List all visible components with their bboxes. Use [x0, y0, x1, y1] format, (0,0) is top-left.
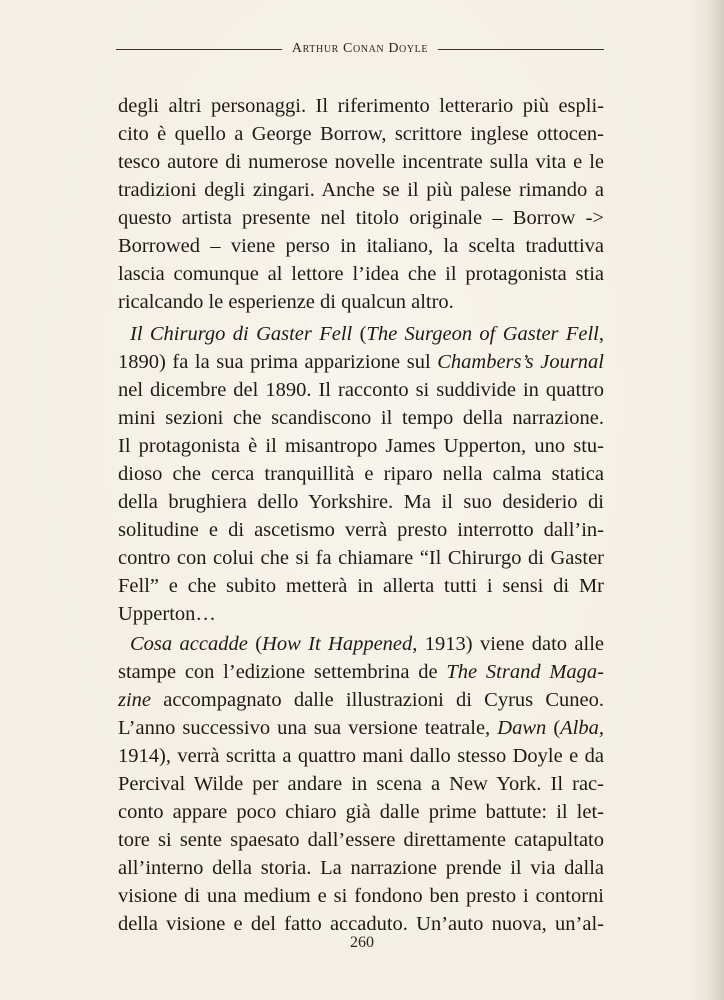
- header-rule-left: [116, 49, 282, 50]
- italic-title: Il Chirurgo di Gaster Fell: [130, 323, 353, 345]
- text-line: della brughiera dello Yorkshire. Ma il suo desiderio di: [118, 491, 604, 513]
- running-header: [116, 38, 604, 60]
- text-line: conto appare poco chiaro già dalle prime battute: il let-: [118, 801, 604, 823]
- text-line: solitudine e di ascetismo verrà presto interrotto dall’in-: [118, 519, 604, 541]
- text-line: all’interno della storia. La narrazione prende il via dalla: [118, 857, 604, 879]
- running-header-title: Arthur Conan Doyle: [291, 41, 429, 56]
- paragraph-3: [118, 630, 604, 938]
- text-line: Upperton…: [118, 603, 216, 625]
- text-line: 1914), verrà scritta a quattro mani dallo stesso Doyle e da: [118, 745, 604, 767]
- text-run: L’anno successivo una sua versione teatrale,: [118, 717, 498, 739]
- text-line: degli altri personaggi. Il riferimento letterario più espli-: [118, 95, 604, 117]
- italic-title: Dawn: [497, 717, 547, 739]
- paragraph-2: [118, 320, 604, 628]
- italic-title: Cosa accadde: [130, 633, 248, 655]
- page-number: 260: [350, 934, 374, 951]
- text-run: 1890) fa la sua prima apparizione sul: [118, 351, 438, 373]
- text-line: lascia comunque al lettore l’idea che il protagonista stia: [118, 263, 604, 285]
- text-line: Fell” e che subito metterà in allerta tutti i sensi di Mr: [118, 575, 604, 597]
- text-line: dioso che cerca tranquillità e riparo nella calma statica: [118, 463, 604, 485]
- text-run: , 1913) viene dato alle: [412, 633, 604, 655]
- text-line: cito è quello a George Borrow, scrittore inglese ottocen-: [118, 123, 604, 145]
- text-line: Percival Wilde per andare in scena a New York. Il rac-: [118, 773, 604, 795]
- text-line: [118, 686, 604, 714]
- italic-title: The Surgeon of Gaster Fell: [366, 323, 599, 345]
- italic-title: The Strand Maga-: [446, 661, 605, 683]
- text-line: contro con colui che si fa chiamare “Il Chirurgo di Gaster: [118, 547, 604, 569]
- text-line: ricalcando le esperienze di qualcun altro.: [118, 291, 454, 313]
- italic-title: Alba: [560, 717, 599, 739]
- text-line: questo artista presente nel titolo originale – Borrow ->: [118, 207, 604, 229]
- text-line: tore si sente spaesato dall’essere direttamente catapultato: [118, 829, 604, 851]
- text-line: [118, 320, 604, 348]
- text-line: [118, 658, 604, 686]
- text-line: [118, 714, 604, 742]
- text-line: [118, 348, 604, 376]
- text-run: (: [546, 717, 561, 739]
- header-rule-right: [438, 49, 604, 50]
- text-line: [118, 630, 604, 658]
- italic-title: Chambers’s Journal: [437, 351, 605, 373]
- text-line: tradizioni degli zingari. Anche se il più palese rimando a: [118, 179, 604, 201]
- text-line: Borrowed – viene perso in italiano, la scelta traduttiva: [118, 235, 604, 257]
- text-line: nel dicembre del 1890. Il racconto si suddivide in quattro: [118, 379, 604, 401]
- text-run: (: [352, 323, 367, 345]
- text-line: Il protagonista è il misantropo James Upperton, uno stu-: [118, 435, 604, 457]
- text-run: ,: [598, 717, 604, 739]
- text-line: mini sezioni che scandiscono il tempo della narrazione.: [118, 407, 604, 429]
- text-line: visione di una medium e si fondono ben presto i contorni: [118, 885, 604, 907]
- text-run: (: [247, 633, 263, 655]
- paragraph-1: [118, 92, 604, 316]
- text-line: della visione e del fatto accaduto. Un’auto nuova, un’al-: [118, 913, 604, 935]
- italic-title: zine: [118, 689, 152, 711]
- text-line: tesco autore di numerose novelle incentrate sulla vita e le: [118, 151, 604, 173]
- text-run: stampe con l’edizione settembrina de: [118, 661, 447, 683]
- text-run: accompagnato dalle illustrazioni di Cyrus Cuneo.: [151, 689, 604, 711]
- text-run: ,: [598, 323, 605, 345]
- italic-title: How It Happened: [262, 633, 413, 655]
